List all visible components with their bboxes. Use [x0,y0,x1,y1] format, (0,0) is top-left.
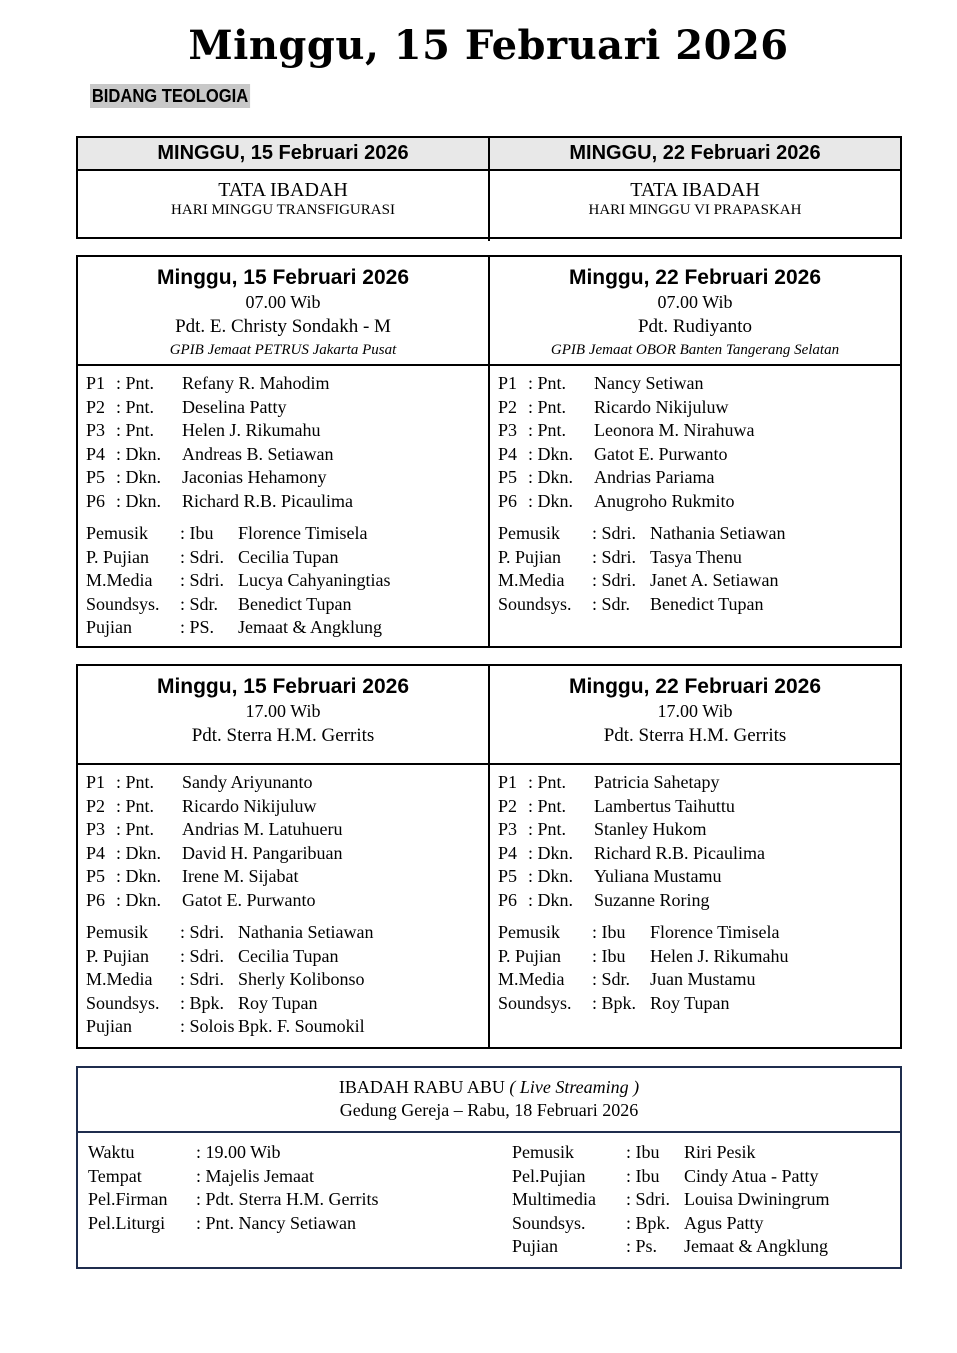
support-role: P. Pujian [86,945,150,966]
preacher-name: Pdt. Sterra H.M. Gerrits [191,725,375,746]
support-row [498,992,900,1016]
tata-ibadah-table [76,136,902,239]
support-role: M.Media [498,969,565,989]
officer-title: : Pnt. [116,772,155,792]
preacher-church: GPIB Jemaat PETRUS Jakarta Pusat [169,342,397,358]
officer-title: : Dkn. [528,866,573,886]
support-title: : Sdri. [592,523,637,543]
rabu-info-value: : 19.00 Wib [196,1142,281,1162]
officer-position: P6 [498,889,518,910]
support-title: : Sdri. [180,922,225,942]
officer-title: : Pnt. [116,420,155,440]
officer-row [498,795,900,819]
support-title: : Sdr. [592,593,631,614]
officer-name: Anugroho Rukmito [594,490,735,511]
preacher-name: Pdt. Rudiyanto [637,316,752,337]
officer-list [490,765,900,1019]
rabu-support-title: : Ibu [626,1142,660,1162]
officer-position: P2 [498,795,518,816]
officer-name: Deselina Patty [182,396,287,417]
support-name: Juan Mustamu [650,969,756,989]
service-date: Minggu, 22 Februari 2026 [568,266,822,289]
service-time: 17.00 Wib [657,701,733,721]
officer-row [498,419,900,443]
support-role: P. Pujian [498,945,562,966]
rabu-support-role: Pujian [512,1236,559,1256]
officer-name: Ricardo Nikijuluw [594,396,729,417]
officer-row [498,865,900,889]
officer-title: : Dkn. [528,889,573,910]
support-name: Florence Timisela [238,523,368,543]
officer-row [86,396,488,420]
officer-row [498,889,900,913]
rabu-support-name: Riri Pesik [684,1142,756,1162]
officer-title: : Pnt. [528,373,567,393]
rabu-subtitle: Gedung Gereja – Rabu, 18 Februari 2026 [339,1100,639,1120]
officer-title: : Dkn. [116,467,161,487]
spacer [86,912,488,921]
rabu-title: IBADAH RABU ABU [338,1077,505,1097]
rabu-info-row [88,1188,502,1212]
officer-title: : Pnt. [116,396,155,417]
rabu-info-label: Pel.Liturgi [88,1212,166,1233]
officer-title: : Pnt. [528,420,567,440]
rabu-support-name: Agus Patty [684,1212,764,1233]
officer-name: Gatot E. Purwanto [594,443,728,464]
rabu-support-name: Jemaat & Angklung [684,1236,828,1256]
officer-name: Suzanne Roring [594,889,710,910]
support-role: Pemusik [498,523,561,543]
officer-row [498,771,900,795]
officer-row [86,490,488,514]
officer-position: P5 [86,467,106,487]
preacher-church: GPIB Jemaat OBOR Banten Tangerang Selatan [550,342,840,358]
support-role: P. Pujian [86,546,150,567]
officer-list [78,366,488,644]
officer-row [498,818,900,842]
rabu-support-title: : Bpk. [626,1212,671,1233]
officer-name: Helen J. Rikumahu [182,420,321,440]
tata-col-1 [78,138,488,241]
officer-name: Nancy Setiwan [594,373,704,393]
rabu-info-label: Pel.Firman [88,1189,168,1209]
officer-position: P1 [86,772,106,792]
support-role: M.Media [86,570,153,590]
tata-subtitle: HARI MINGGU VI PRAPASKAH [588,202,802,218]
officer-name: Andrias M. Latuhueru [182,819,343,839]
officer-position: P1 [498,373,518,393]
rabu-info-row [88,1212,502,1236]
support-name: Roy Tupan [650,992,730,1013]
rabu-support-role: Soundsys. [512,1212,586,1233]
spacer [498,513,900,522]
support-name: Nathania Setiawan [238,922,374,942]
officer-name: Leonora M. Nirahuwa [594,420,755,440]
officer-title: : Pnt. [528,772,567,792]
officer-row [86,795,488,819]
tata-title: TATA IBADAH [218,179,348,201]
officer-row [498,396,900,420]
support-row [498,569,900,593]
support-name: Jemaat & Angklung [238,617,382,637]
service-column [488,666,900,1047]
officer-title: : Dkn. [528,842,573,863]
officer-title: : Pnt. [528,795,567,816]
service-time: 07.00 Wib [245,292,321,312]
officer-row [86,771,488,795]
officer-row [498,490,900,514]
officer-name: Patricia Sahetapy [594,772,720,792]
support-role: M.Media [498,570,565,590]
officer-name: Sandy Ariyunanto [182,772,313,792]
rabu-info-label: Waktu [88,1142,135,1162]
support-title: : Sdri. [592,546,637,567]
officer-position: P1 [86,373,106,393]
support-name: Nathania Setiawan [650,523,786,543]
officer-title: : Dkn. [116,889,161,910]
officer-position: P3 [498,420,518,440]
tata-title: TATA IBADAH [630,179,760,201]
rabu-support-title: : Ibu [626,1165,660,1186]
service-time: 07.00 Wib [657,292,733,312]
support-name: Cecilia Tupan [238,546,339,567]
rabu-support-role: Multimedia [512,1189,596,1209]
support-row [86,546,488,570]
rabu-info-value: : Pdt. Sterra H.M. Gerrits [196,1189,379,1209]
officer-title: : Pnt. [116,819,155,839]
spacer [498,912,900,921]
support-role: Pemusik [498,922,561,942]
support-row [86,569,488,593]
service-date: Minggu, 15 Februari 2026 [156,675,410,698]
support-role: Soundsys. [498,992,572,1013]
officer-name: Richard R.B. Picaulima [594,842,765,863]
rabu-support-name: Cindy Atua - Patty [684,1165,819,1186]
rabu-support-row [512,1212,830,1236]
service-date: Minggu, 22 Februari 2026 [568,675,822,698]
spacer [86,513,488,522]
date-header: MINGGU, 22 Februari 2026 [490,138,900,171]
support-title: : Ibu [592,945,626,966]
page-title: Minggu, 15 Februari 2026 [188,22,789,69]
service-column [78,666,488,1047]
section-label: BIDANG TEOLOGIA [91,86,249,106]
officer-position: P2 [86,795,106,816]
officer-title: : Dkn. [116,842,161,863]
support-row [86,921,488,945]
officer-name: Andrias Pariama [594,467,715,487]
service-column [488,257,900,646]
rabu-support-role: Pel.Pujian [512,1165,586,1186]
support-title: : Ibu [180,523,214,543]
officer-position: P1 [498,772,518,792]
support-name: Helen J. Rikumahu [650,945,789,966]
support-role: Pujian [86,617,133,637]
officer-name: Ricardo Nikijuluw [182,795,317,816]
officer-row [86,372,488,396]
officer-name: David H. Pangaribuan [182,842,343,863]
officer-title: : Dkn. [528,443,573,464]
service-column [78,257,488,646]
support-name: Janet A. Setiawan [650,570,779,590]
support-title: : Sdri. [180,945,225,966]
officer-row [498,466,900,490]
support-title: : Sdri. [180,546,225,567]
officer-position: P5 [498,866,518,886]
officer-name: Yuliana Mustamu [594,866,722,886]
support-row [86,968,488,992]
support-row [498,522,900,546]
service-header [490,666,900,765]
support-name: Bpk. F. Soumokil [238,1016,365,1036]
support-title: : Sdr. [180,593,219,614]
rabu-abu-table [76,1066,902,1269]
rabu-support-row [512,1188,830,1212]
officer-name: Refany R. Mahodim [182,373,330,393]
officer-title: : Dkn. [528,467,573,487]
support-role: Pemusik [86,922,149,942]
officer-name: Richard R.B. Picaulima [182,490,353,511]
officer-position: P2 [498,396,518,417]
officer-position: P5 [86,866,106,886]
rabu-info-value: : Majelis Jemaat [196,1165,314,1186]
support-title: : PS. [180,617,215,637]
officer-row [86,865,488,889]
officer-position: P4 [498,443,518,464]
support-row [498,945,900,969]
officer-title: : Pnt. [116,373,155,393]
support-name: Benedict Tupan [238,593,352,614]
rabu-support-row [512,1235,830,1259]
support-row [86,945,488,969]
support-role: Soundsys. [498,593,572,614]
support-role: Soundsys. [86,593,160,614]
support-row [498,968,900,992]
support-row [498,593,900,617]
date-header: MINGGU, 15 Februari 2026 [78,138,488,171]
support-title: : Bpk. [592,992,637,1013]
service-header [490,257,900,366]
tata-col-2 [488,138,900,241]
support-title: : Bpk. [180,992,225,1013]
support-role: Pemusik [86,523,149,543]
support-name: Cecilia Tupan [238,945,339,966]
officer-name: Andreas B. Setiawan [182,443,334,464]
rabu-support-row [512,1165,830,1189]
officer-row [86,818,488,842]
support-role: M.Media [86,969,153,989]
officer-position: P6 [86,490,106,511]
officer-position: P5 [498,467,518,487]
officer-position: P6 [498,490,518,511]
officer-name: Irene M. Sijabat [182,866,299,886]
officer-title: : Pnt. [116,795,155,816]
officer-name: Jaconias Hehamony [182,467,327,487]
officer-title: : Dkn. [116,866,161,886]
support-name: Benedict Tupan [650,593,764,614]
officer-title: : Dkn. [528,490,573,511]
service-table-evening [76,664,902,1049]
service-header [78,666,488,765]
support-title: : Ibu [592,922,626,942]
rabu-support-role: Pemusik [512,1142,575,1162]
officer-row [86,443,488,467]
officer-list [78,765,488,1043]
officer-name: Stanley Hukom [594,819,707,839]
rabu-support-title: : Sdri. [626,1189,671,1209]
preacher-name: Pdt. E. Christy Sondakh - M [175,316,391,337]
support-name: Roy Tupan [238,992,318,1013]
support-role: Soundsys. [86,992,160,1013]
support-title: : Sdri. [592,570,637,590]
officer-title: : Dkn. [116,443,161,464]
preacher-name: Pdt. Sterra H.M. Gerrits [603,725,787,746]
support-role: Pujian [86,1016,133,1036]
officer-position: P2 [86,396,106,417]
officer-name: Lambertus Taihuttu [594,795,735,816]
support-row [86,1015,488,1039]
support-title: : Solois [180,1016,235,1036]
officer-row [86,889,488,913]
officer-row [498,443,900,467]
rabu-support-row [512,1141,830,1165]
officer-position: P4 [86,842,106,863]
rabu-support-title: : Ps. [626,1236,658,1256]
support-role: P. Pujian [498,546,562,567]
officer-position: P6 [86,889,106,910]
officer-position: P3 [86,420,106,440]
support-name: Tasya Thenu [650,546,742,567]
support-row [498,921,900,945]
support-title: : Sdri. [180,969,225,989]
officer-position: P4 [498,842,518,863]
support-row [86,992,488,1016]
officer-row [86,419,488,443]
support-row [498,546,900,570]
officer-title: : Pnt. [528,819,567,839]
officer-row [498,372,900,396]
officer-row [498,842,900,866]
support-row [86,522,488,546]
officer-title: : Pnt. [528,396,567,417]
tata-subtitle: HARI MINGGU TRANSFIGURASI [171,202,395,218]
service-header [78,257,488,366]
support-title: : Sdr. [592,969,631,989]
officer-list [490,366,900,620]
support-name: Sherly Kolibonso [238,969,365,989]
rabu-info-row [88,1165,502,1189]
support-name: Lucya Cahyaningtias [238,570,391,590]
officer-title: : Dkn. [116,490,161,511]
officer-position: P3 [86,819,106,839]
rabu-support-name: Louisa Dwiningrum [684,1189,830,1209]
officer-position: P3 [498,819,518,839]
rabu-info-label: Tempat [88,1165,142,1186]
support-title: : Sdri. [180,570,225,590]
officer-name: Gatot E. Purwanto [182,889,316,910]
rabu-info-row [88,1141,502,1165]
service-time: 17.00 Wib [245,701,321,721]
service-table-morning [76,255,902,648]
rabu-info-value: : Pnt. Nancy Setiawan [196,1212,356,1233]
officer-row [86,466,488,490]
rabu-live-label: ( Live Streaming ) [509,1077,640,1097]
support-row [86,593,488,617]
support-name: Florence Timisela [650,922,780,942]
support-row [86,616,488,640]
officer-position: P4 [86,443,106,464]
service-date: Minggu, 15 Februari 2026 [156,266,410,289]
officer-row [86,842,488,866]
